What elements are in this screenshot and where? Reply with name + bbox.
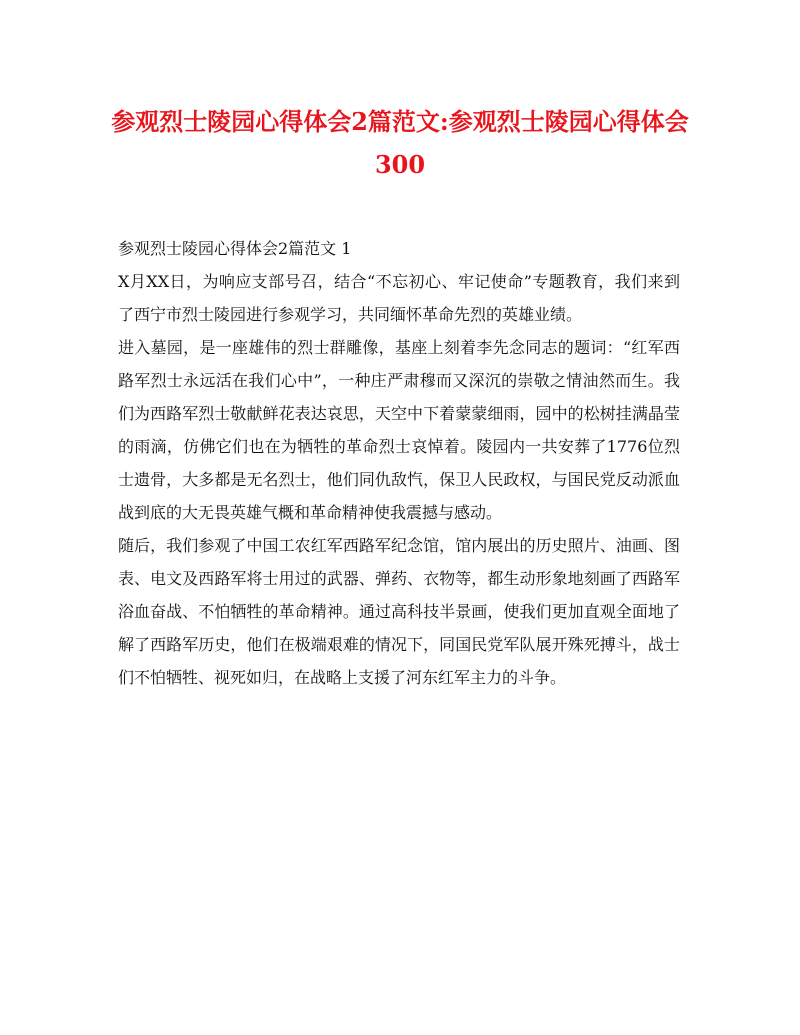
paragraph-cemetery: 进入墓园，是一座雄伟的烈士群雕像，基座上刻着李先念同志的题词：“红军西路军烈士永远活在我们心中”，一种庄严肃穆而又深沉的崇敬之情油然而生。我们为西路军烈士敬献鲜花表达哀思，天空中下着蒙蒙细雨，园中的松树挂满晶莹的雨滴，仿佛它们也在为牺牲的革命烈士哀悼着。陵园内一共安葬了1776位烈士遗骨，大多都是无名烈士，他们同仇敌忾，保卫人民政权，与国民党反动派血战到底的大无畏英雄气概和革命精神使我震撼与感动。: [118, 338, 680, 522]
document-body: [118, 232, 680, 694]
paragraph-museum: 随后，我们参观了中国工农红军西路军纪念馆，馆内展出的历史照片、油画、图表、电文及西路军将士用过的武器、弹药、衣物等，都生动形象地刻画了西路军浴血奋战、不怕牺牲的革命精神。通过高科技半景画，使我们更加直观全面地了解了西路军历史，他们在极端艰难的情况下，同国民党军队展开殊死搏斗，战士们不怕牺牲、视死如归，在战略上支援了河东红军主力的斗争。: [118, 536, 680, 687]
document-title: 参观烈士陵园心得体会2篇范文:参观烈士陵园心得体会300: [111, 107, 689, 179]
section-heading: 参观烈士陵园心得体会2篇范文 1: [118, 239, 352, 258]
paragraph-intro: X月XX日，为响应支部号召，结合“不忘初心、牢记使命”专题教育，我们来到了西宁市烈士陵园进行参观学习，共同缅怀革命先烈的英雄业绩。: [118, 272, 680, 324]
